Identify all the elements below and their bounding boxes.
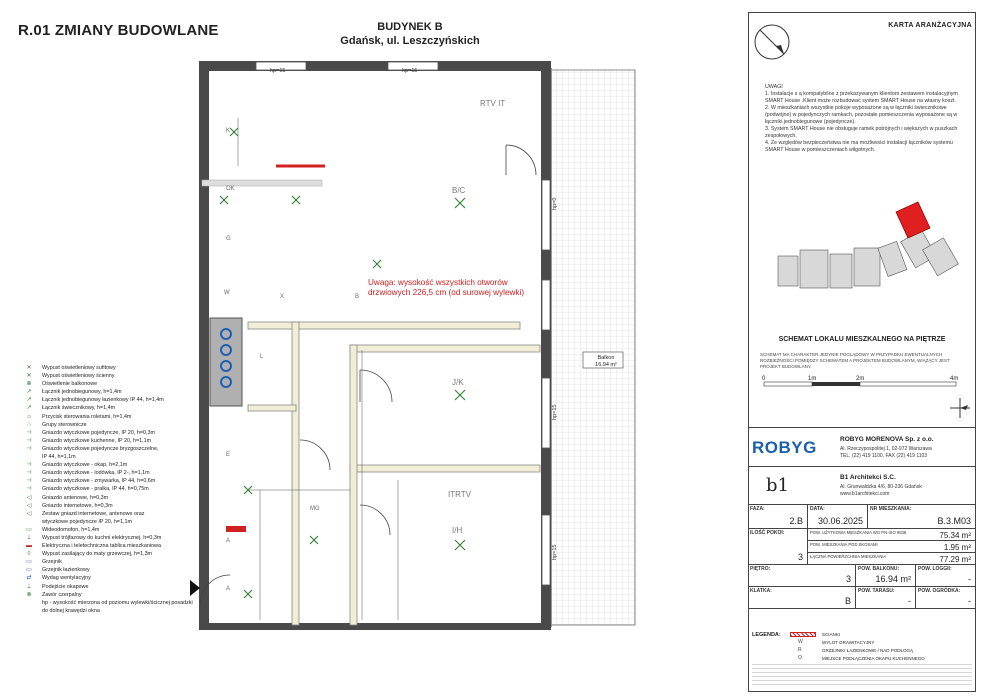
room-label: J/K (452, 378, 464, 387)
blind-button-icon: ⌂ (27, 413, 31, 420)
terrace-area: - (908, 596, 911, 606)
legend-item: ◁ Gniazdo antenowe, h=0,3m (18, 494, 188, 502)
internet-socket-icon: ◁ (26, 502, 32, 509)
svg-text:E: E (226, 452, 231, 458)
legend-item: ▭ Wideodomofon, h=1,4m (18, 526, 188, 534)
socket-icon: ⊣ (26, 429, 32, 436)
date-value: 30.06.2025 (817, 516, 863, 526)
legend-o-symbol: O (798, 655, 802, 661)
note-item: 1. Instalacje s ą kompatybilne z przekazywanym klientom zestawem instalacyjnym SMART House .Klient może rozbudować system SMART House na własny koszt. (765, 91, 958, 104)
legend-item: ⊗ Oświetlenie balkonowe (18, 380, 188, 388)
building-address: Gdańsk, ul. Leszczyńskich (340, 35, 480, 47)
schemat-title: SCHEMAT LOKALU MIESZKALNEGO NA PIĘTRZE (778, 336, 946, 343)
intercom-icon: ▭ (26, 526, 32, 533)
svg-text:A: A (226, 586, 231, 592)
balcony-area (550, 70, 635, 625)
legend-item: wtyczkowe pojedyncze IP 20, h=1,1m (42, 518, 132, 525)
svg-text:W: W (224, 290, 230, 296)
combo-socket-icon: ◁ (26, 510, 32, 517)
compass-small-icon (948, 396, 972, 420)
architect-block (748, 467, 976, 505)
legend-w-symbol: W (798, 639, 803, 645)
bath-switch-icon: ↗ (26, 397, 32, 404)
legend-title: LEGENDA: (752, 632, 781, 638)
building-title (330, 20, 490, 48)
legend-item: ⊗ Zawór czerpalny (18, 591, 188, 599)
wall-light-icon: ✕ (26, 373, 32, 380)
legend-item: ▬ Elektryczna i teletechniczna tablica mieszkaniowa (18, 542, 188, 550)
note-item: 4. Ze względów bezpieczeństwa nie ma możliwości instalacji łączników systemu SMART House w pomieszczeniach wilgotnych. (765, 140, 953, 153)
washer-socket-icon: ⊣ (26, 486, 32, 493)
balcony-light-icon: ⊗ (26, 381, 32, 388)
room-label: ITRTV (448, 490, 471, 499)
svg-text:G: G (226, 236, 231, 242)
floor-value: 3 (845, 574, 851, 584)
legend-item: ⊣ Gniazdo wtyczkowe - pralka, IP 44, h=0,75m (18, 485, 188, 493)
splash-socket-icon: ⊣ (26, 445, 32, 452)
section-title: R.01 ZMIANY BUDOWLANE (18, 22, 219, 39)
svg-text:hp=0: hp=0 (552, 197, 558, 210)
legend-item: ✕ Wypust oświetleniowy ścienny (18, 372, 188, 380)
legend-walls: SCIANKI (822, 632, 841, 637)
scale-bar (760, 372, 970, 402)
installation-legend (18, 364, 193, 615)
window-sill-icon: ⊥ (26, 583, 32, 590)
cooktop-outlet-icon: ⊥ (26, 534, 32, 541)
legend-item: ⊣ Gniazdo wtyczkowe - lodówka, IP 2-, h=1,1m (18, 469, 188, 477)
floor-plan (190, 60, 650, 630)
loggia-area: - (968, 574, 971, 584)
developer-address: Al. Rzeczypospolitej 1, 02-972 Warszawa TEL. (22) 419 1100, FAX (22) 419 1103 (840, 446, 932, 459)
legend-item: hp - wysokość mierzona od poziomu wylewki/ścicznej posadzki (42, 599, 193, 606)
socket-group-icon: ∴ (27, 421, 31, 428)
dishwasher-socket-icon: ⊣ (26, 478, 32, 485)
apartment-number: B.3.M03 (937, 516, 971, 526)
svg-text:L: L (260, 354, 264, 360)
svg-text:OK: OK (226, 186, 235, 192)
svg-text:X: X (280, 294, 285, 300)
room-label: RTV IT (480, 99, 506, 108)
legend-item: ◊ Wypust zasilający do maty grzewczej, h=1,3m (18, 550, 188, 558)
legend-item: do dolnej krawędzi okna (42, 607, 100, 614)
scale-2: 2m (856, 376, 865, 382)
panel-icon: ▬ (26, 543, 32, 550)
legend-item: ⊥ Podejście okapowe (18, 583, 188, 591)
balcony-area: 16.94 m² (875, 574, 911, 584)
dryer-outlet-icon: ◊ (27, 551, 31, 558)
scale-0: 0 (762, 376, 766, 382)
hood-socket-icon: ⊣ (26, 462, 32, 469)
legend-item: ▭ Grzejnik (18, 558, 188, 566)
card-title: KARTA ARANŻACYJNA (888, 22, 972, 29)
architect-logo: b1 (766, 475, 789, 496)
fine-print (752, 664, 972, 688)
robyg-logo: ROBYG (752, 438, 817, 457)
door-height-warning: Uwaga: wysokość wszystkich otworów drzwiowych 226,5 cm (od surowej wylewki) (368, 278, 525, 297)
svg-text:A: A (226, 538, 231, 544)
developer-name: ROBYG MORENOVA Sp. z o.o. (840, 436, 934, 443)
fridge-socket-icon: ⊣ (26, 470, 32, 477)
legend-item: ✕ Wypust oświetleniowy sufitowy (18, 364, 188, 372)
legend-item: ⊣ Gniazdo wtyczkowe kuchenne, IP 20, h=1,1m (18, 437, 188, 445)
legend-r-symbol: R (798, 647, 802, 653)
svg-text:MG: MG (310, 506, 320, 512)
room-label: I/H (452, 526, 463, 535)
legend-w: WYLOT GRAWITACYJNY (822, 640, 875, 645)
key-plan (760, 198, 970, 308)
antenna-socket-icon: ◁ (26, 494, 32, 501)
building-name: BUDYNEK B (377, 21, 443, 33)
legend-item: ⊥ Wypust trójfazowy do kuchni elektrycznej, h=0,3m (18, 534, 188, 542)
north-arrow-icon (752, 22, 792, 62)
apartment-highlight (896, 202, 930, 238)
legend-item: ∴ Grupy sterownicze (18, 421, 188, 429)
room-label: B/C (452, 186, 466, 195)
balcony-label: Balkon 16.94 m² (595, 355, 617, 368)
staircase-value: B (844, 596, 851, 606)
legend-o: MIEJSCE PODŁĄCZENIA OKAPU KUCHENNEGO (822, 656, 925, 661)
window-mark: hp=15 (270, 68, 286, 74)
note-item: 3. System SMART House nie obsługuje ramek potrójnych i większych w puszkach zespołowych. (765, 126, 958, 139)
legend-item: ⌂ Przycisk sterowania roletami, h=1,4m (18, 413, 188, 421)
rooms-count: 3 (797, 552, 803, 562)
bath-radiator-icon: ▭ (26, 567, 32, 574)
architect-address: Al. Grunwaldzka 4/6, 80-236 Gdańsk www.b1architekci.com (840, 484, 922, 497)
legend-item: ⊣ Gniazdo wtyczkowe pojedyncze, IP 20, h=0,3m (18, 429, 188, 437)
notes-block (765, 84, 965, 154)
total-area: 77.29 m² (939, 555, 971, 564)
note-item: 2. W mieszkaniach wszystkie pokoje wyposażone są w łączniki świecznikowe (podwójne) w pojedynczych ramkach, pozostałe pomieszczenia wyposażone są w łączniki jednobiegunowe (pojedyncze). (765, 105, 958, 125)
sloped-area: 1.95 m² (943, 543, 971, 552)
wall-hatch-icon (790, 632, 816, 637)
kitchen-socket-icon: ⊣ (26, 437, 32, 444)
schemat-description: SCHEMAT MA CHARAKTER JEDYNIE POGLĄDOWY W PRZYPADKU EWENTUALNYCH ROZBIEŻNOŚCI POMIĘDZY SCHEMATEM A PROJEKTEM BUDOWLANYM, WIĄŻĄCY JEST PROJEKT BUDOWLANY. (760, 352, 950, 369)
chandelier-switch-icon: ↗ (26, 405, 32, 412)
switch-icon: ↗ (26, 389, 32, 396)
scale-4: 4m (950, 376, 959, 382)
legend-item: IP 44, h=1,1m (42, 454, 76, 461)
legend-item: ↗ Łącznik świecznikowy, h=1,4m (18, 404, 188, 412)
svg-text:hp=15: hp=15 (552, 404, 558, 420)
legend-r: GRZEJNIKI ŁAZIENKOWE / NAD PODŁOGĄ (822, 648, 914, 653)
apartment-data-table: FAZA: 2.B DATA: 30.06.2025 NR MIESZKANIA: B.3.M03 ILOŚĆ POKOI: 3 POW. UŻYTKOWA MIESZKANIA WG PN-ISO 9836 75.34 m² POW. MIESZKANIA POD SKOSAMI 1.95 m² ŁĄCZNA POWIERZCHNIA MIESZKANIA 77.29 m² PIĘTRO: 3 POW. BALKONU: 16.94 m² POW. LOGGII: - KLATKA: B POW. TARASU: - POW. OGRÓDKA: - (748, 505, 976, 631)
radiator-icon: ▭ (26, 559, 32, 566)
legend-item: ⊣ Gniazdo wtyczkowe - okap, h=2,1m (18, 461, 188, 469)
legend-item: ◁ Zestaw gniazd internetowe, antenowe oraz (18, 510, 188, 518)
vent-icon: ⇄ (26, 575, 32, 582)
scale-1: 1m (808, 376, 817, 382)
legend-item: ▭ Grzejnik łazienkowy (18, 566, 188, 574)
legend-item: ⇄ Wydag wentylacyjny (18, 574, 188, 582)
faza-value: 2.B (789, 516, 803, 526)
legend-item: ⊣ Gniazdo wtyczkowe - zmywarka, IP 44, h=0,6m (18, 477, 188, 485)
legend-item: ↗ Łącznik jednobiegunowy łazienkowy IP 44, h=1,4m (18, 396, 188, 404)
legend-item: ◁ Gniazdo internetowe, h=0,3m (18, 502, 188, 510)
svg-text:B: B (355, 294, 360, 300)
window-mark: hp=15 (402, 68, 418, 74)
legend-item: ↗ Łącznik jednobiegunowy, h=1,4m (18, 388, 188, 396)
svg-text:K: K (226, 128, 231, 134)
notes-title: UWAGI (765, 84, 783, 90)
developer-block (748, 427, 976, 467)
ceiling-light-icon: ✕ (26, 365, 32, 371)
legend-item: ⊣ Gniazdo wtyczkowe pojedyncze bryzgoszczelne, (18, 445, 188, 453)
architect-name: B1 Architekci S.C. (840, 474, 896, 481)
garden-area: - (968, 596, 971, 606)
valve-icon: ⊗ (26, 591, 32, 598)
svg-text:hp=15: hp=15 (552, 544, 558, 560)
usable-area: 75.34 m² (939, 531, 971, 540)
